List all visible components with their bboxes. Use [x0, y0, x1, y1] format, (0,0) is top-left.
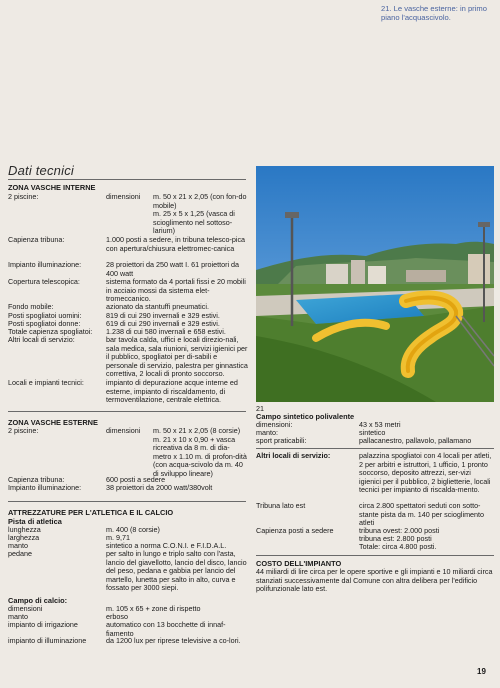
label-illuminazione: Impianto illuminazione:	[8, 260, 82, 269]
label-manto: manto:	[256, 428, 278, 437]
label-irrigazione: impianto di irrigazione	[8, 620, 78, 629]
value-manto: sintetico	[359, 428, 386, 437]
value-dimensioni: m. 50 x 21 x 2,05 (8 corsie) m. 21 x 10 x 0,90 + vasca ricreativa da 8 m. di dia-metro x 1.10 m. di profon-dità (con acqua-scivolo da m. 40 di sviluppo lineare)	[153, 426, 247, 478]
value-totale: 1.238 di cui 580 invernali e 658 estivi.	[106, 327, 226, 336]
value-altri-locali: bar tavola calda, uffici e locali direzio-nali, sala medica, sala riunioni, servizi igienici per il pubblico, spogliatoi per di-sabili e personale di servizio, palestra per ginnastica correttiva, 2 locali di pronto soccorso.	[106, 335, 248, 378]
divider	[8, 179, 246, 180]
value-donne: 619 di cui 290 invernali e 329 estivi.	[106, 319, 220, 328]
value-irrigazione: automatico con 13 bocchette di innaf-fiamento	[106, 620, 226, 638]
label-copertura: Copertura telescopica:	[8, 277, 80, 286]
label-donne: Posti spogliatoi donne:	[8, 319, 81, 328]
costo-text: 44 miliardi di lire circa per le opere sportive e gli impianti e 10 miliardi circa stanziati successivamente dal Comune con altra delibera per l'edificio polifunzionale lato est.	[256, 567, 493, 593]
label-totale: Totale capienza spogliatoi:	[8, 327, 93, 336]
label-illuminazione: impianto di illuminazione	[8, 636, 87, 645]
label-piscine: 2 piscine:	[8, 192, 39, 201]
label-tecnici: Locali e impianti tecnici:	[8, 378, 84, 387]
label-capienza: Capienza tribuna:	[8, 235, 65, 244]
label-dimensioni: dimensioni	[106, 192, 141, 201]
label-altri-locali: Altri locali di servizio:	[8, 335, 75, 344]
label-dimensioni: dimensioni	[106, 426, 141, 435]
divider	[8, 411, 246, 412]
label-fondo: Fondo mobile:	[8, 302, 54, 311]
value-manto: erboso	[106, 612, 128, 621]
label-dimensioni: dimensioni	[8, 604, 43, 613]
label-larghezza: larghezza	[8, 533, 40, 542]
label-lunghezza: lunghezza	[8, 525, 41, 534]
value-manto: sintetico a norma C.O.N.I. e F.I.D.A.L.	[106, 541, 227, 550]
label-capienza-posti: Capienza posti a sedere	[256, 526, 334, 535]
divider	[8, 501, 246, 502]
value-illuminazione: 28 proiettori da 250 watt I. 61 proiettori da 400 watt	[106, 260, 240, 278]
label-illuminazione: Impianto illuminazione:	[8, 483, 82, 492]
value-dimensioni: m. 50 x 21 x 2,05 (con fon-do mobile)	[153, 192, 247, 210]
value-sport: pallacanestro, pallavolo, pallamano	[359, 436, 472, 445]
pool-photo	[256, 166, 494, 402]
value-illuminazione: 38 proiettori da 2000 watt/380volt	[106, 483, 213, 492]
value-tribuna-ovest: tribuna ovest: 2.000 posti	[359, 526, 440, 535]
heading-campo-polivalente: Campo sintetico polivalente	[256, 412, 355, 421]
label-dimensioni: dimensioni:	[256, 420, 293, 429]
label-tribuna-est: Tribuna lato est	[256, 501, 306, 510]
label-manto: manto	[8, 612, 28, 621]
photo-caption: 21. Le vasche esterne: in primo piano l'acquascivolo.	[381, 4, 487, 22]
value-tribuna-est: circa 2.800 spettatori seduti con sotto-stante pista da m. 140 per scioglimento atleti	[359, 501, 485, 527]
value-lunghezza: m. 400 (8 corsie)	[106, 525, 160, 534]
value-fondo: azionato da stantuffi pneumatici.	[106, 302, 209, 311]
heading-campo-calcio: Campo di calcio:	[8, 596, 68, 605]
heading-vasche-esterne: ZONA VASCHE ESTERNE	[8, 418, 98, 427]
value-dimensioni: m. 105 x 65 + zone di rispetto	[106, 604, 201, 613]
label-pedane: pedane	[8, 549, 32, 558]
value-dimensioni-2: m. 25 x 5 x 1,25 (vasca di scioglimento nel sottoso-larium)	[153, 209, 235, 235]
value-altri-locali: palazzina spogliatoi con 4 locali per atleti, 2 per arbitri e istruttori, 1 ufficio, 1 pronto soccorso, deposito attrezzi, ser-vizi igienici per il pubblico, 2 biglietterie, locali tecnici per impianto di riscalda-mento.	[359, 451, 492, 494]
label-piscine: 2 piscine:	[8, 426, 39, 435]
value-pedane: per salto in lungo e triplo salto con l'asta, lancio del giavellotto, lancio del disco, lancio del peso, pedana e gabbia per lancio del martello, lunetta per salto in alto, curva e fossato per 3000 siepi.	[106, 549, 247, 592]
value-capienza: 1.000 posti a sedere, in tribuna telesco-pica con apertura/chiusura elettromec-canica	[106, 235, 246, 253]
value-uomini: 819 di cui 290 invernali e 329 estivi.	[106, 311, 220, 320]
value-totale-posti: Totale: circa 4.800 posti.	[359, 542, 437, 551]
section-title: Dati tecnici	[8, 163, 74, 178]
value-capienza: 600 posti a sedere	[106, 475, 166, 484]
label-sport: sport praticabili:	[256, 436, 307, 445]
value-tecnici: impianto di depurazione acque interne ed esterne, impianto di riscaldamento, di termoventilazione, centrale elettrica.	[106, 378, 238, 404]
label-manto: manto	[8, 541, 28, 550]
divider	[256, 555, 494, 556]
value-dimensioni: 43 x 53 metri	[359, 420, 401, 429]
label-capienza: Capienza tribuna:	[8, 475, 65, 484]
label-uomini: Posti spogliatoi uomini:	[8, 311, 82, 320]
value-tribuna-est-posti: tribuna est: 2.800 posti	[359, 534, 432, 543]
heading-vasche-interne: ZONA VASCHE INTERNE	[8, 183, 96, 192]
heading-costo: COSTO DELL'IMPIANTO	[256, 559, 342, 568]
figure-number: 21	[256, 404, 264, 413]
heading-pista: Pista di atletica	[8, 517, 62, 526]
value-larghezza: m. 9,71	[106, 533, 130, 542]
value-illuminazione: da 1200 lux per riprese televisive a co-lori.	[106, 636, 241, 645]
heading-altri-locali: Altri locali di servizio:	[256, 451, 331, 460]
page-number: 19	[477, 667, 486, 676]
divider	[256, 448, 494, 449]
heading-atletica: ATTREZZATURE PER L'ATLETICA E IL CALCIO	[8, 508, 174, 517]
value-copertura: sistema formato da 4 portali fissi e 20 mobili in acciaio mossi da sistema elet-tromeccanico.	[106, 277, 246, 303]
